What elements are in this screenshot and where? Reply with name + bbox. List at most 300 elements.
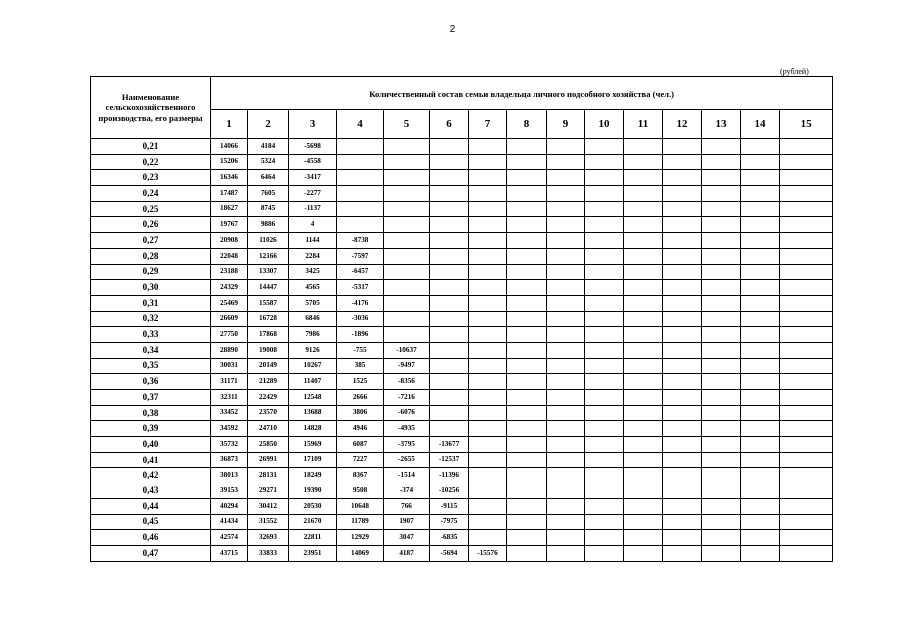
table-cell: [547, 311, 585, 327]
table-cell: 6464: [248, 170, 289, 186]
table-cell: [663, 248, 702, 264]
table-cell: [547, 280, 585, 296]
table-cell: 19008: [248, 342, 289, 358]
table-cell: -8356: [384, 374, 430, 390]
table-cell: 2666: [337, 390, 384, 406]
table-cell: [702, 186, 741, 202]
table-cell: [585, 421, 624, 437]
table-cell: 4187: [384, 545, 430, 561]
table-cell: [663, 405, 702, 421]
table-cell: -10256: [430, 483, 469, 498]
table-cell: [507, 452, 547, 468]
table-cell: 14066: [211, 139, 248, 155]
table-cell: 31171: [211, 374, 248, 390]
table-cell: [585, 530, 624, 546]
table-row: [91, 217, 833, 233]
table-cell: [780, 170, 833, 186]
table-cell: [663, 186, 702, 202]
table-cell: [337, 170, 384, 186]
table-row: [91, 311, 833, 327]
row-label: 0,23: [91, 170, 211, 186]
table-cell: [702, 358, 741, 374]
table-cell: 14069: [337, 545, 384, 561]
table-cell: [547, 498, 585, 514]
table-cell: 4946: [337, 421, 384, 437]
row-label: 0,42: [91, 468, 211, 483]
table-row: [91, 545, 833, 561]
table-cell: [547, 374, 585, 390]
table-cell: [384, 186, 430, 202]
table-cell: [507, 170, 547, 186]
table-cell: [430, 327, 469, 343]
table-cell: [663, 139, 702, 155]
table-cell: [430, 217, 469, 233]
table-cell: 33833: [248, 545, 289, 561]
table-cell: 14828: [289, 421, 337, 437]
table-cell: [384, 327, 430, 343]
table-cell: -3036: [337, 311, 384, 327]
table-row: [91, 154, 833, 170]
table-cell: 1525: [337, 374, 384, 390]
table-cell: -3795: [384, 437, 430, 453]
table-cell: 32693: [248, 530, 289, 546]
table-cell: 7227: [337, 452, 384, 468]
table-cell: [585, 468, 624, 483]
table-cell: -4176: [337, 295, 384, 311]
table-cell: [780, 295, 833, 311]
table-cell: [663, 530, 702, 546]
table-cell: [780, 342, 833, 358]
table-cell: 32311: [211, 390, 248, 406]
row-label: 0,33: [91, 327, 211, 343]
table-cell: [430, 248, 469, 264]
table-cell: [624, 217, 663, 233]
table-cell: [663, 311, 702, 327]
column-header-5: 5: [384, 110, 430, 139]
row-label: 0,25: [91, 201, 211, 217]
table-cell: 3047: [384, 530, 430, 546]
table-row: [91, 170, 833, 186]
table-cell: 385: [337, 358, 384, 374]
table-cell: [547, 437, 585, 453]
table-cell: [547, 530, 585, 546]
table-cell: -11396: [430, 468, 469, 483]
table-cell: 20530: [289, 498, 337, 514]
table-cell: 13307: [248, 264, 289, 280]
table-row: [91, 405, 833, 421]
table-cell: [585, 170, 624, 186]
table-cell: [702, 295, 741, 311]
table-cell: -6835: [430, 530, 469, 546]
table-cell: [702, 498, 741, 514]
table-cell: [780, 154, 833, 170]
table-cell: [337, 201, 384, 217]
table-cell: [624, 327, 663, 343]
table-cell: [384, 139, 430, 155]
row-label: 0,29: [91, 264, 211, 280]
column-header-11: 11: [624, 110, 663, 139]
row-label: 0,27: [91, 233, 211, 249]
table-cell: [624, 154, 663, 170]
table-cell: [663, 421, 702, 437]
table-cell: [585, 327, 624, 343]
table-cell: [507, 327, 547, 343]
table-cell: [469, 170, 507, 186]
group-header-text: Количественный состав семьи владельца личного подсобного хозяйства (чел.): [369, 89, 674, 99]
row-label-header: [91, 77, 211, 139]
table-cell: 18627: [211, 201, 248, 217]
table-cell: [547, 233, 585, 249]
table-cell: [507, 139, 547, 155]
table-cell: [430, 186, 469, 202]
table-cell: 24710: [248, 421, 289, 437]
table-cell: [430, 170, 469, 186]
table-row: [91, 342, 833, 358]
table-cell: [469, 201, 507, 217]
table-cell: 21670: [289, 514, 337, 530]
table-cell: [384, 280, 430, 296]
table-cell: [547, 186, 585, 202]
table-cell: [663, 498, 702, 514]
table-cell: [469, 514, 507, 530]
table-cell: -4935: [384, 421, 430, 437]
table-cell: [780, 264, 833, 280]
column-header-1: 1: [211, 110, 248, 139]
row-label: 0,45: [91, 514, 211, 530]
table-cell: [663, 452, 702, 468]
table-cell: [507, 421, 547, 437]
table-cell: [741, 186, 780, 202]
table-cell: [741, 280, 780, 296]
table-cell: [780, 280, 833, 296]
table-cell: [585, 295, 624, 311]
table-cell: 15587: [248, 295, 289, 311]
table-cell: [663, 468, 702, 483]
table-row: [91, 498, 833, 514]
table-cell: 27750: [211, 327, 248, 343]
table-cell: 10267: [289, 358, 337, 374]
table-cell: [624, 280, 663, 296]
table-cell: [780, 374, 833, 390]
table-cell: [624, 233, 663, 249]
table-cell: [547, 358, 585, 374]
table-cell: -1137: [289, 201, 337, 217]
table-row: [91, 514, 833, 530]
table-cell: 30412: [248, 498, 289, 514]
row-label: 0,37: [91, 390, 211, 406]
table-cell: -7975: [430, 514, 469, 530]
table-cell: [507, 186, 547, 202]
table-cell: [624, 295, 663, 311]
table-cell: [780, 217, 833, 233]
table-cell: 14447: [248, 280, 289, 296]
table-cell: [507, 154, 547, 170]
table-cell: -7216: [384, 390, 430, 406]
table-cell: 3806: [337, 405, 384, 421]
table-row: [91, 452, 833, 468]
table-cell: -7597: [337, 248, 384, 264]
table-cell: [702, 374, 741, 390]
table-cell: [547, 170, 585, 186]
table-cell: [430, 311, 469, 327]
table-cell: 25469: [211, 295, 248, 311]
table-cell: [741, 154, 780, 170]
table-cell: 8367: [337, 468, 384, 483]
table-cell: [507, 201, 547, 217]
table-cell: [624, 421, 663, 437]
table-cell: [663, 170, 702, 186]
table-cell: [702, 280, 741, 296]
row-label: 0,32: [91, 311, 211, 327]
table-cell: -755: [337, 342, 384, 358]
table-cell: [507, 405, 547, 421]
table-cell: 5324: [248, 154, 289, 170]
table-cell: [624, 468, 663, 483]
column-header-7: 7: [469, 110, 507, 139]
table-cell: [780, 483, 833, 498]
table-cell: [337, 217, 384, 233]
table-cell: [780, 233, 833, 249]
table-cell: [469, 390, 507, 406]
table-cell: 15969: [289, 437, 337, 453]
table-cell: [469, 154, 507, 170]
table-cell: [663, 217, 702, 233]
table-cell: 9508: [337, 483, 384, 498]
column-header-9: 9: [547, 110, 585, 139]
table-cell: [585, 498, 624, 514]
table-cell: [547, 217, 585, 233]
table-cell: [663, 295, 702, 311]
table-cell: [585, 154, 624, 170]
table-row: [91, 295, 833, 311]
table-cell: [624, 374, 663, 390]
table-cell: [547, 405, 585, 421]
table-cell: [780, 530, 833, 546]
table-cell: -5317: [337, 280, 384, 296]
table-cell: -9497: [384, 358, 430, 374]
table-cell: [469, 421, 507, 437]
table-cell: -5698: [289, 139, 337, 155]
row-label: 0,30: [91, 280, 211, 296]
table-cell: [469, 311, 507, 327]
table-cell: [663, 233, 702, 249]
table-cell: 10648: [337, 498, 384, 514]
row-label: 0,22: [91, 154, 211, 170]
row-label: 0,39: [91, 421, 211, 437]
table-cell: [430, 374, 469, 390]
table-cell: [469, 358, 507, 374]
table-cell: [780, 201, 833, 217]
row-label: 0,47: [91, 545, 211, 561]
table-cell: [780, 186, 833, 202]
table-cell: 24329: [211, 280, 248, 296]
table-cell: 11789: [337, 514, 384, 530]
table-cell: [507, 233, 547, 249]
table-cell: [469, 437, 507, 453]
table-cell: [624, 498, 663, 514]
table-cell: [663, 374, 702, 390]
table-cell: [780, 514, 833, 530]
table-cell: 28890: [211, 342, 248, 358]
table-cell: [469, 248, 507, 264]
row-label: 0,34: [91, 342, 211, 358]
table-cell: [702, 421, 741, 437]
table-cell: [780, 358, 833, 374]
table-row: [91, 233, 833, 249]
table-cell: [547, 483, 585, 498]
table-cell: [384, 248, 430, 264]
row-label: 0,46: [91, 530, 211, 546]
table-cell: [663, 437, 702, 453]
table-cell: 17487: [211, 186, 248, 202]
table-cell: 31552: [248, 514, 289, 530]
table-cell: [702, 217, 741, 233]
table-cell: 35732: [211, 437, 248, 453]
table-cell: 22429: [248, 390, 289, 406]
table-cell: 12166: [248, 248, 289, 264]
table-cell: [507, 374, 547, 390]
table-cell: [469, 374, 507, 390]
table-cell: [337, 139, 384, 155]
page-number: 2: [449, 24, 456, 35]
table-cell: [624, 514, 663, 530]
table-cell: 3425: [289, 264, 337, 280]
table-cell: [741, 342, 780, 358]
table-row: [91, 248, 833, 264]
table-cell: 38013: [211, 468, 248, 483]
table-cell: [741, 217, 780, 233]
table-row: [91, 468, 833, 483]
table-cell: [384, 295, 430, 311]
table-cell: [780, 248, 833, 264]
unit-note: (рублей): [780, 67, 809, 76]
table-cell: 42574: [211, 530, 248, 546]
table-cell: [547, 248, 585, 264]
table-cell: 43715: [211, 545, 248, 561]
table-cell: 34592: [211, 421, 248, 437]
table-cell: [663, 154, 702, 170]
table-cell: [780, 139, 833, 155]
table-cell: [624, 437, 663, 453]
column-header-8: 8: [507, 110, 547, 139]
table-cell: 18249: [289, 468, 337, 483]
table-cell: [585, 217, 624, 233]
table-cell: 20908: [211, 233, 248, 249]
table-cell: [507, 311, 547, 327]
table-cell: [547, 468, 585, 483]
table-cell: [585, 248, 624, 264]
table-cell: [585, 390, 624, 406]
table-cell: [702, 264, 741, 280]
table-cell: [585, 233, 624, 249]
table-cell: [507, 248, 547, 264]
table-cell: [585, 437, 624, 453]
table-row: [91, 186, 833, 202]
table-cell: 766: [384, 498, 430, 514]
table-cell: 25850: [248, 437, 289, 453]
table-cell: [663, 264, 702, 280]
table-cell: 41434: [211, 514, 248, 530]
table-cell: [741, 530, 780, 546]
row-label-header-text: Наименование сельскохозяйственного производства, его размеры: [98, 92, 203, 123]
table-row: [91, 437, 833, 453]
table-row: [91, 139, 833, 155]
table-cell: 4: [289, 217, 337, 233]
table-cell: 33452: [211, 405, 248, 421]
table-cell: -374: [384, 483, 430, 498]
table-cell: [741, 358, 780, 374]
table-cell: [702, 483, 741, 498]
table-cell: [741, 468, 780, 483]
table-cell: 29271: [248, 483, 289, 498]
table-cell: [585, 483, 624, 498]
table-cell: [384, 154, 430, 170]
column-header-4: 4: [337, 110, 384, 139]
table-cell: [430, 280, 469, 296]
table-cell: [741, 498, 780, 514]
table-cell: [702, 545, 741, 561]
table-cell: [624, 139, 663, 155]
table-cell: [624, 264, 663, 280]
table-cell: [585, 374, 624, 390]
table-cell: [430, 295, 469, 311]
main-table: [90, 76, 833, 562]
table-cell: 4184: [248, 139, 289, 155]
table-cell: [780, 452, 833, 468]
table-cell: [702, 342, 741, 358]
table-cell: 17868: [248, 327, 289, 343]
group-header: [211, 77, 833, 110]
table-cell: [741, 139, 780, 155]
row-label: 0,21: [91, 139, 211, 155]
table-cell: [507, 498, 547, 514]
table-cell: [780, 468, 833, 483]
table-cell: [547, 514, 585, 530]
table-cell: [469, 468, 507, 483]
table-cell: 19390: [289, 483, 337, 498]
table-cell: [741, 437, 780, 453]
table-cell: [430, 405, 469, 421]
table-cell: 13688: [289, 405, 337, 421]
column-header-10: 10: [585, 110, 624, 139]
header-row-1: [91, 77, 833, 110]
table-cell: [507, 358, 547, 374]
table-cell: [624, 483, 663, 498]
table-cell: -5694: [430, 545, 469, 561]
table-cell: 1144: [289, 233, 337, 249]
table-cell: [430, 264, 469, 280]
table-cell: [507, 483, 547, 498]
column-header-3: 3: [289, 110, 337, 139]
table-cell: [469, 342, 507, 358]
table-cell: [507, 530, 547, 546]
table-cell: 28131: [248, 468, 289, 483]
table-cell: 4565: [289, 280, 337, 296]
table-cell: [663, 280, 702, 296]
table-cell: [702, 437, 741, 453]
table-cell: [585, 514, 624, 530]
table-cell: [780, 311, 833, 327]
table-cell: [702, 452, 741, 468]
table-cell: [547, 452, 585, 468]
table-cell: 21289: [248, 374, 289, 390]
table-cell: [741, 545, 780, 561]
table-cell: [741, 264, 780, 280]
table-cell: [430, 139, 469, 155]
table-cell: [702, 405, 741, 421]
row-label: 0,35: [91, 358, 211, 374]
table-cell: [702, 248, 741, 264]
